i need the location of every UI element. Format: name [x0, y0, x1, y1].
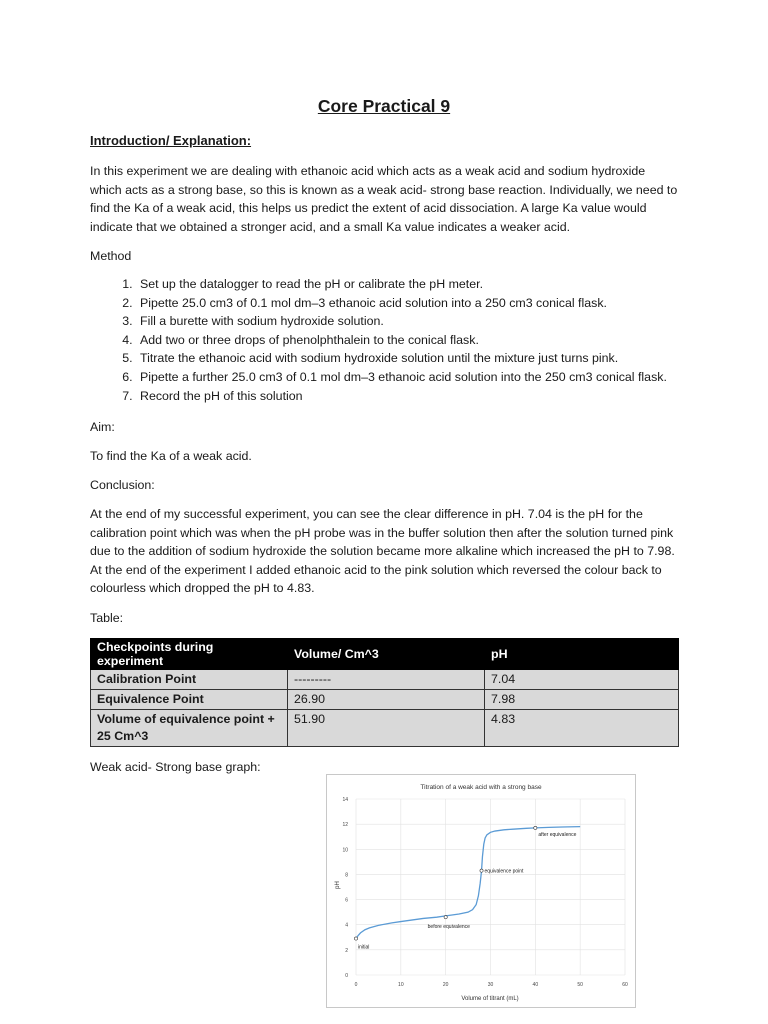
y-tick-label: 12: [342, 822, 348, 829]
y-tick-label: 10: [342, 847, 348, 854]
intro-paragraph: In this experiment we are dealing with ethanoic acid which acts as a weak acid and sodium hydroxide which acts as a strong base, so this is known as a weak acid- strong base reaction. Individually, we need to find the Ka of a weak acid, this helps us predict the extent of acid dissociation. A large Ka value would indicate that we obtained a stronger acid, and a small Ka value indicates a weaker acid.: [90, 164, 678, 234]
annotation-label: after equivalence: [538, 831, 577, 838]
x-tick-label: 10: [398, 982, 404, 988]
annotation-marker: [480, 869, 483, 872]
intro-heading: Introduction/ Explanation:: [90, 133, 252, 148]
annotation-label: initial: [358, 944, 370, 951]
conclusion-label: Conclusion:: [90, 478, 155, 492]
annotation-marker: [354, 937, 357, 940]
x-tick-label: 0: [354, 982, 358, 988]
method-label: Method: [90, 249, 132, 263]
table-row: [91, 670, 679, 690]
y-tick-label: 14: [342, 797, 348, 803]
conclusion-paragraph: At the end of my successful experiment, you can see the clear difference in pH. 7.04 is the pH for the calibration point which was when the pH probe was in the buffer solution then after the solution turned pink due to the addition of sodium hydroxide the solution became more alkaline which increased the pH to 7.98. At the end of the experiment I added ethanoic acid to the pink solution which reversed the colour back to colourless which dropped the pH to 4.83.: [90, 507, 675, 596]
chart-ticks: [342, 797, 628, 988]
table-header-cell: pH: [485, 639, 679, 670]
graph-label: Weak acid- Strong base graph:: [90, 760, 261, 774]
method-step: 4. Add two or three drops of phenolphthalein to the conical flask.: [136, 331, 736, 350]
annotation-marker: [534, 826, 537, 829]
y-tick-label: 2: [345, 947, 348, 954]
method-step: 6. Pipette a further 25.0 cm3 of 0.1 mol dm–3 ethanoic acid solution into the 250 cm3 conical flask.: [136, 368, 736, 387]
table-header-cell: Volume/ Cm^3: [288, 639, 485, 670]
table-row: [91, 710, 679, 747]
method-step: 1. Set up the datalogger to read the pH or calibrate the pH meter.: [136, 275, 736, 294]
titration-chart: [326, 774, 636, 1008]
table-cell: 51.90: [288, 710, 485, 747]
x-tick-label: 60: [622, 982, 628, 988]
results-table: [90, 638, 679, 747]
page-title: Core Practical 9: [317, 96, 451, 116]
chart-grid: [356, 799, 625, 975]
table-cell: ---------: [288, 670, 485, 690]
method-step: 2. Pipette 25.0 cm3 of 0.1 mol dm–3 ethanoic acid solution into a 250 cm3 conical flask.: [136, 294, 736, 313]
table-cell: 7.98: [485, 690, 679, 710]
table-cell: Calibration Point: [91, 670, 288, 690]
table-cell: 26.90: [288, 690, 485, 710]
ph-curve-line: [356, 827, 580, 939]
annotation-label: before equivalence: [427, 924, 470, 931]
table-header-row: [91, 639, 679, 670]
table-cell: Volume of equivalence point + 25 Cm^3: [91, 710, 288, 747]
table-label: Table:: [90, 611, 124, 625]
annotation-marker: [444, 916, 447, 919]
chart-svg: [327, 775, 635, 1007]
table-cell: 4.83: [485, 710, 679, 747]
y-tick-label: 8: [345, 872, 348, 879]
y-tick-label: 4: [345, 922, 348, 929]
x-tick-label: 40: [532, 982, 539, 988]
table-cell: Equivalence Point: [91, 690, 288, 710]
chart-title: Titration of a weak acid with a strong base: [420, 784, 542, 791]
method-step: 7. Record the pH of this solution: [136, 387, 736, 406]
table-cell: 7.04: [485, 670, 679, 690]
method-list: [90, 275, 736, 405]
y-tick-label: 0: [345, 973, 348, 979]
chart-x-label: Volume of titrant (mL): [461, 996, 519, 1002]
aim-text: To find the Ka of a weak acid.: [90, 449, 252, 463]
method-step: 3. Fill a burette with sodium hydroxide solution.: [136, 312, 736, 331]
x-tick-label: 50: [577, 982, 583, 988]
chart-annotations: [354, 826, 576, 950]
x-tick-label: 30: [487, 982, 494, 988]
x-tick-label: 20: [442, 982, 449, 988]
y-tick-label: 6: [345, 897, 348, 904]
chart-y-label: pH: [335, 881, 341, 889]
table-row: [91, 690, 679, 710]
aim-label: Aim:: [90, 420, 115, 434]
method-step: 5. Titrate the ethanoic acid with sodium hydroxide solution until the mixture just turns pink.: [136, 349, 736, 368]
table-header-cell: Checkpoints during experiment: [91, 639, 288, 670]
annotation-label: equivalence point: [484, 868, 524, 875]
